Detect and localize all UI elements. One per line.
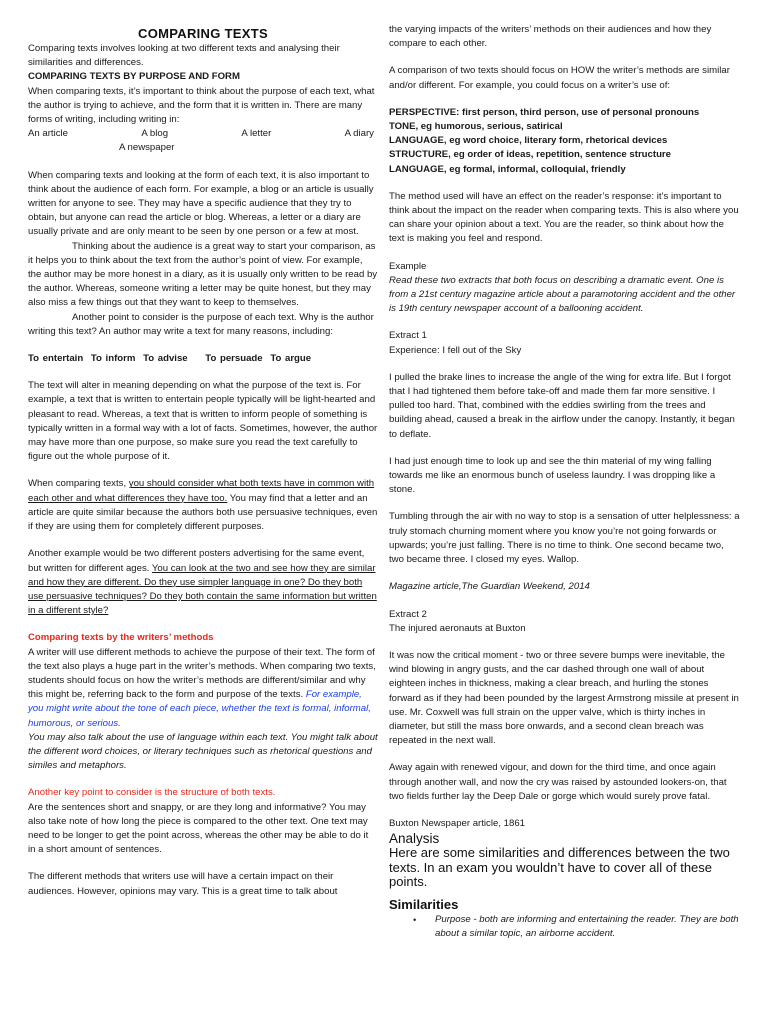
structure-paragraph: Are the sentences short and snappy, or are they long and informative? You may also take note of how long the piece is compared to the other text. One text may need to be longer to get the point across, whereas the other may be able to do it in a short amount of sentences. xyxy=(28,801,369,856)
extract-1-paragraph: I pulled the brake lines to increase the angle of the wing for extra life. But I forgot that I had tightened them before take-off and made them far more sensitive. I pulled too hard. That, combined with the eddies swirling from the trees and building ahead, caused a break in the airflow under the canopy. Instantly, it began to deflate. xyxy=(389,371,735,440)
methods-paragraph: A writer will use different methods to achieve the purpose of their text. The form of the text also plays a huge part in the writer’s methods. When comparing two texts, students should focus on how the writer’s methods are different/similar and why this might be, referring back to the form and purpose of the texts. For example, you might write about the tone of each piece, whether the text is formal, informal, humorous, or serious. xyxy=(28,646,376,729)
method-effect-paragraph: The method used will have an effect on the reader’s response: it’s important to think about the impact on the reader when comparing texts. This is also where you can share your opinion about a text. You are the reader, so think about how the text is making you feel and respond. xyxy=(389,190,739,245)
methods-heading: Comparing texts by the writers’ methods xyxy=(28,632,214,644)
poster-paragraph: Another example would be two different posters advertising for the same event, but written for different ages. You can look at the two and see how they are similar and how they are different. Do they use simpler language in one? Do they both use persuasive techniques? Do they both contain the same information but written in a different style? xyxy=(28,548,377,617)
alter-paragraph: The text will alter in meaning depending on what the purpose of the text is. For example, a text that is written to entertain people typically will be light-hearted and pleasant to read. Whereas, a text that is written to inform people of something is typically written in a formal way with a lot of facts. Sometimes, however, the author may have more than one purpose, so make sure you read the text carefully to figure out the whole purpose of it. xyxy=(28,380,378,463)
similarities-heading: Similarities xyxy=(389,896,459,912)
technique-item: LANGUAGE, eg word choice, literary form, rhetorical devices xyxy=(389,135,668,147)
form-item: A diary xyxy=(344,128,374,140)
page-title: COMPARING TEXTS xyxy=(138,26,268,41)
purpose-item: To inform xyxy=(90,353,136,365)
purpose-paragraph: When comparing texts, it’s important to think about the purpose of each text, what the author is trying to achieve, and the form that it is written in. There are many forms of writing, including writing in: xyxy=(28,85,375,126)
form-item: A letter xyxy=(241,128,272,140)
purpose-form-heading: COMPARING TEXTS BY PURPOSE AND FORM xyxy=(28,71,240,83)
extract-1-paragraph: I had just enough time to look up and see the thin material of my wing falling towards me like an enormous bunch of useless laundry. I was dropping like a stone. xyxy=(389,455,716,496)
extract-2-title: The injured aeronauts at Buxton xyxy=(389,622,526,634)
extract-2-label: Extract 2 xyxy=(389,608,427,620)
different-methods-paragraph: The different methods that writers use will have a certain impact on their audiences. However, opinions may vary. This is a great time to talk about xyxy=(28,871,338,897)
bullet-icon: • xyxy=(413,914,417,925)
extract-2-source: Buxton Newspaper article, 1861 xyxy=(389,817,525,829)
techniques-list xyxy=(389,106,741,177)
analysis-heading: Analysis xyxy=(389,831,440,847)
extract-2-paragraph: Away again with renewed vigour, and down for the third time, and once again through another wall, and now the cry was raised by astounded lookers-on, that two fields further lay the Deep Dale or gorge which would surely prove fatal. xyxy=(389,762,727,802)
purpose-item: To persuade xyxy=(205,353,263,365)
technique-item: TONE, eg humorous, serious, satirical xyxy=(389,121,563,133)
left-column xyxy=(28,26,378,899)
extract-1-paragraph: Tumbling through the air with no way to stop is a sensation of utter helplessness: a truly stomach churning moment where you know you’re not going forwards or upwards; you’re just falling. There is no time to think. One second became two, two became three. I closed my eyes. Wallop. xyxy=(389,511,740,566)
consider-paragraph: When comparing texts, you should consider what both texts have in common with each other and what differences they have too. You may find that a letter and an article are quite similar because the authors both use persuasive techniques, even if they are using them for completely different purposes. xyxy=(28,478,378,533)
example-instructions: Read these two extracts that both focus on describing a dramatic event. One is from a 21st century magazine article about a paramotoring accident and the other is 19th century newspaper account of a ballooning accident. xyxy=(389,274,736,315)
purposes-list xyxy=(28,352,378,366)
technique-item: LANGUAGE, eg formal, informal, colloquial, friendly xyxy=(389,163,626,175)
technique-item: PERSPECTIVE: first person, third person, use of personal pronouns xyxy=(389,106,700,118)
purpose-item: To advise xyxy=(143,353,188,365)
structure-heading: Another key point to consider is the structure of both texts. xyxy=(28,787,276,799)
purpose-item: To argue xyxy=(270,353,312,365)
extract-2-paragraph: It was now the critical moment - two or three severe bumps were inevitable, the wind blowing in angry gusts, and the car dashed through one wall of about eighteen inches in thickness, making a clear breach, and hurling the stones forward as if they had been pounded by the largest Armstrong missile at present in use. Mr. Coxwell was full strain on the upper valve, which is thirty inches in diameter, but still the mass bore onwards, and a second clean breach was repeated in the next wall. xyxy=(389,649,739,747)
form-item: A blog xyxy=(141,128,169,140)
extract-1-title: Experience: I fell out of the Sky xyxy=(389,344,522,356)
form-item: A newspaper xyxy=(119,142,175,154)
forms-list xyxy=(28,127,378,141)
similarity-item: • Purpose - both are informing and entertaining the reader. They are both about a similar topic, an airborne accident. xyxy=(413,913,739,939)
methods-italic-paragraph: You may also talk about the use of language within each text. You might talk about the different word choices, or literary techniques such as rhetorical questions and similes and metaphors. xyxy=(28,731,378,772)
extract-1-label: Extract 1 xyxy=(389,330,427,342)
technique-item: STRUCTURE, eg order of ideas, repetition, sentence structure xyxy=(389,149,672,161)
example-label: Example xyxy=(389,260,427,272)
analysis-paragraph: Here are some similarities and differences between the two texts. In an exam you wouldn’t have to cover all of these points. xyxy=(389,845,730,890)
continuation-paragraph: the varying impacts of the writers’ methods on their audiences and how they compare to each other. xyxy=(389,24,712,50)
another-point-paragraph: Another point to consider is the purpose of each text. Why is the author writing this text? An author may write a text for many reasons, including: xyxy=(28,311,374,337)
purpose-item: To entertain xyxy=(28,353,84,365)
intro-paragraph: Comparing texts involves looking at two different texts and analysing their similarities and differences. xyxy=(28,43,340,69)
extract-1-source: Magazine article,The Guardian Weekend, 2014 xyxy=(389,581,590,593)
form-item: An article xyxy=(28,128,68,140)
comparison-paragraph: A comparison of two texts should focus on HOW the writer’s methods are similar and/or different. For example, you could focus on a writer’s use of: xyxy=(389,65,730,91)
thinking-paragraph: Thinking about the audience is a great way to start your comparison, as it helps you to think about the text from the author’s point of view. For example, the author may be more honest in a diary, as it is usually only written to be read by the author. Whereas, someone writing a letter may be quite honest, but they may also miss a few things out that they want to keep to themselves. xyxy=(28,240,378,309)
audience-paragraph: When comparing texts and looking at the form of each text, it is also important to think about the audience of each form. For example, a blog or an article is usually written for anyone to see. They may have a specific audience that they try to obtain, but anyone can read the article or blog. Whereas, a letter or a diary are usually private and are only meant to be seen by one person or a few at most. xyxy=(28,169,374,238)
right-column xyxy=(389,23,741,941)
